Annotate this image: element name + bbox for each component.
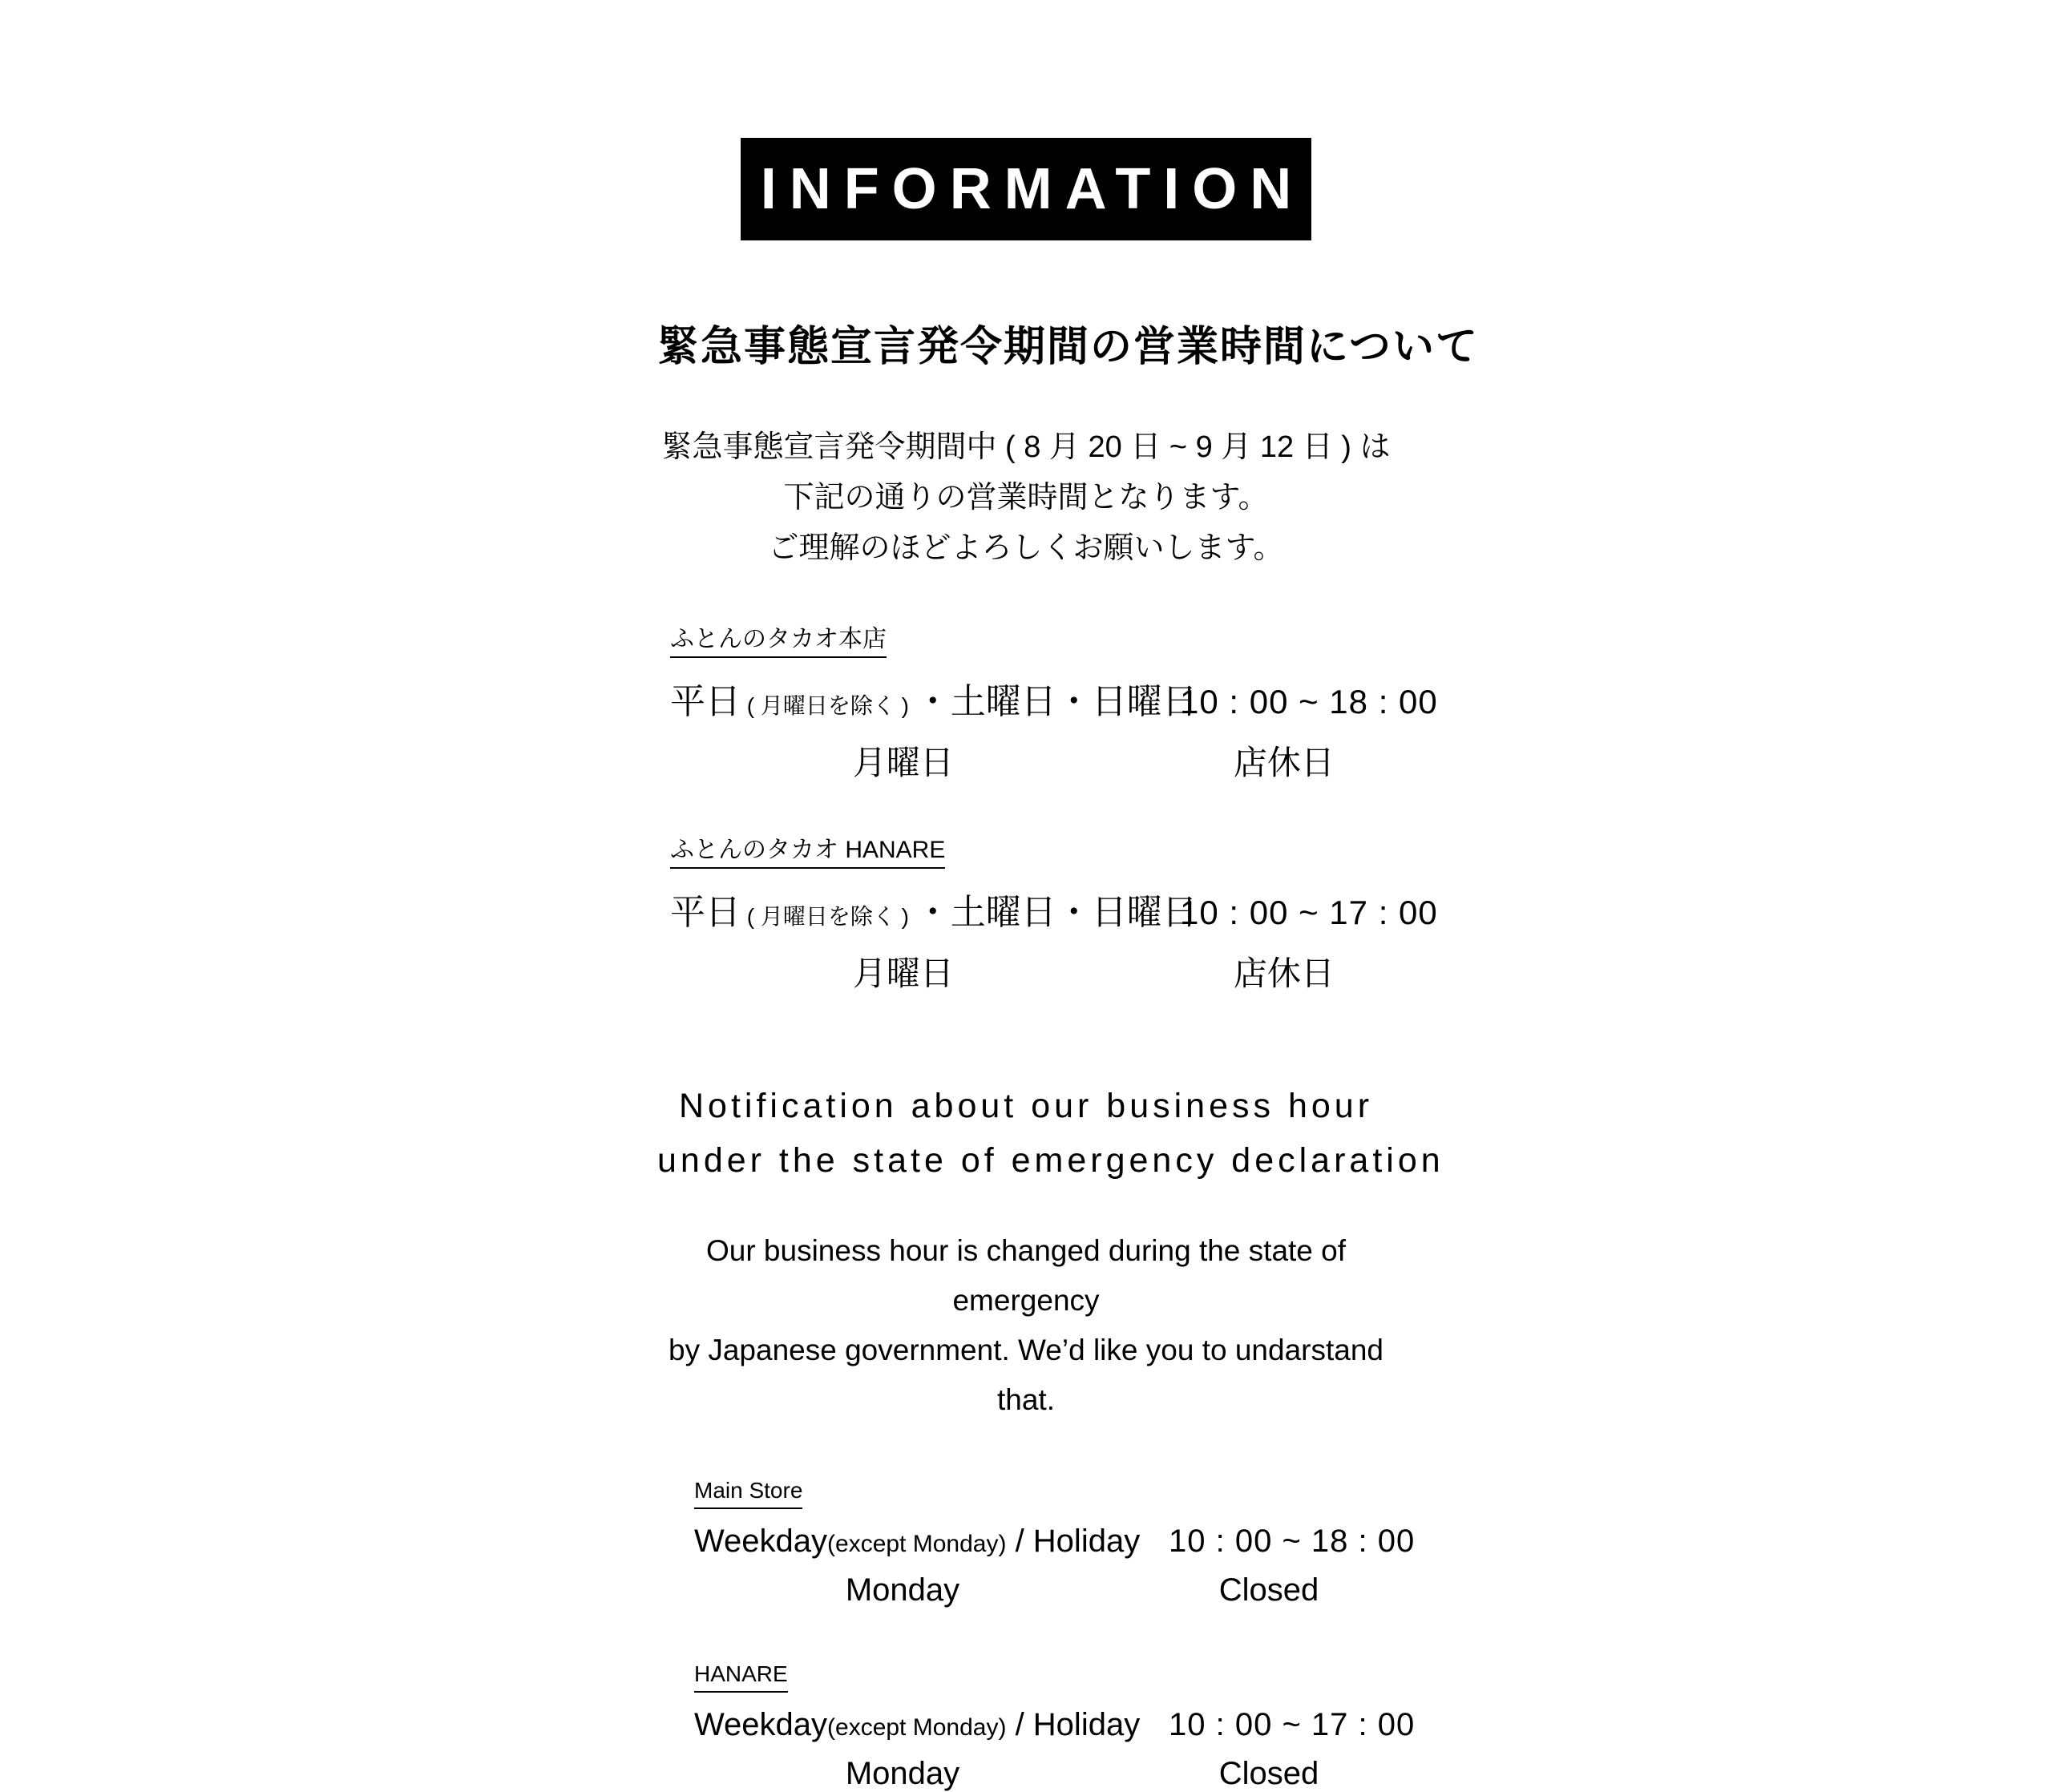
store-name-jp-main: ふとんのタカオ本店 xyxy=(670,625,887,658)
hours-row xyxy=(670,672,1438,724)
closed-row xyxy=(694,1756,1395,1792)
open-hours-value: 10 : 00 ~ 17 : 00 xyxy=(1169,1707,1416,1742)
open-hours xyxy=(1180,683,1438,721)
store-name-en-main: Main Store xyxy=(694,1476,802,1509)
open-hours xyxy=(1169,1524,1416,1560)
hours-row xyxy=(670,883,1438,934)
store-block-jp-main xyxy=(670,625,1438,785)
notice-content xyxy=(657,138,1479,1792)
information-banner-label: INFORMATION xyxy=(760,157,1305,221)
open-days-paren: ( 月曜日を除く ) xyxy=(741,904,915,929)
open-days xyxy=(694,1524,1141,1560)
english-title xyxy=(657,1079,1444,1188)
closed-day: Monday xyxy=(845,1756,960,1791)
open-days-main: Weekday xyxy=(694,1707,828,1742)
store-block-jp-hanare xyxy=(670,836,1438,995)
english-paragraph-line2: by Japanese government. We’d like you to undarstand that. xyxy=(669,1334,1383,1416)
information-banner xyxy=(741,138,1311,240)
japanese-paragraph xyxy=(657,422,1395,574)
open-days-main: Weekday xyxy=(694,1524,828,1559)
closed-status: 店休日 xyxy=(1233,955,1335,992)
japanese-title: 緊急事態宣言発令期間の営業時間について xyxy=(657,324,1479,370)
open-days-paren: (except Monday) xyxy=(827,1714,1007,1741)
open-days-paren: ( 月曜日を除く ) xyxy=(741,693,915,718)
japanese-paragraph-line3: ご理解のほどよろしくお願いします。 xyxy=(768,531,1284,565)
open-hours-value: 10 : 00 ~ 18 : 00 xyxy=(1180,683,1438,720)
english-paragraph xyxy=(657,1226,1395,1425)
closed-day: 月曜日 xyxy=(852,744,954,781)
closed-row xyxy=(670,947,1395,995)
japanese-paragraph-line1: 緊急事態宣言発令期間中 ( 8 月 20 日 ~ 9 月 12 日 ) は xyxy=(661,430,1391,464)
closed-day: 月曜日 xyxy=(852,955,954,992)
store-block-en-main xyxy=(694,1476,1416,1608)
closed-status: 店休日 xyxy=(1233,744,1335,781)
japanese-paragraph-line2: 下記の通りの営業時間となります。 xyxy=(783,481,1269,515)
store-block-en-hanare xyxy=(694,1660,1416,1792)
english-title-line1: Notification about our business hour xyxy=(678,1087,1374,1125)
closed-status: Closed xyxy=(1218,1572,1319,1608)
open-days-main: 平日 xyxy=(670,682,741,721)
open-days xyxy=(670,883,1198,934)
open-days-paren: (except Monday) xyxy=(827,1531,1007,1557)
open-hours-value: 10 : 00 ~ 18 : 00 xyxy=(1169,1524,1416,1559)
english-title-line2: under the state of emergency declaration xyxy=(657,1141,1444,1180)
open-days xyxy=(670,672,1198,724)
hours-row xyxy=(694,1524,1416,1560)
closed-day: Monday xyxy=(845,1572,960,1608)
english-paragraph-line1: Our business hour is changed during the state of emergency xyxy=(705,1234,1347,1317)
open-days-rest: ・土曜日・日曜日 xyxy=(915,682,1198,721)
closed-status: Closed xyxy=(1218,1756,1319,1791)
closed-row xyxy=(670,737,1395,785)
open-hours xyxy=(1169,1707,1416,1743)
store-name-jp-hanare: ふとんのタカオ HANARE xyxy=(670,836,945,869)
open-days-rest: / Holiday xyxy=(1006,1524,1141,1559)
closed-row xyxy=(694,1572,1395,1608)
open-days-rest: / Holiday xyxy=(1006,1707,1141,1742)
open-days-rest: ・土曜日・日曜日 xyxy=(915,893,1198,932)
open-days-main: 平日 xyxy=(670,893,741,932)
store-name-en-hanare: HANARE xyxy=(694,1660,788,1693)
open-days xyxy=(694,1707,1141,1743)
open-hours xyxy=(1180,894,1438,932)
open-hours-value: 10 : 00 ~ 17 : 00 xyxy=(1180,894,1438,931)
hours-row xyxy=(694,1707,1416,1743)
